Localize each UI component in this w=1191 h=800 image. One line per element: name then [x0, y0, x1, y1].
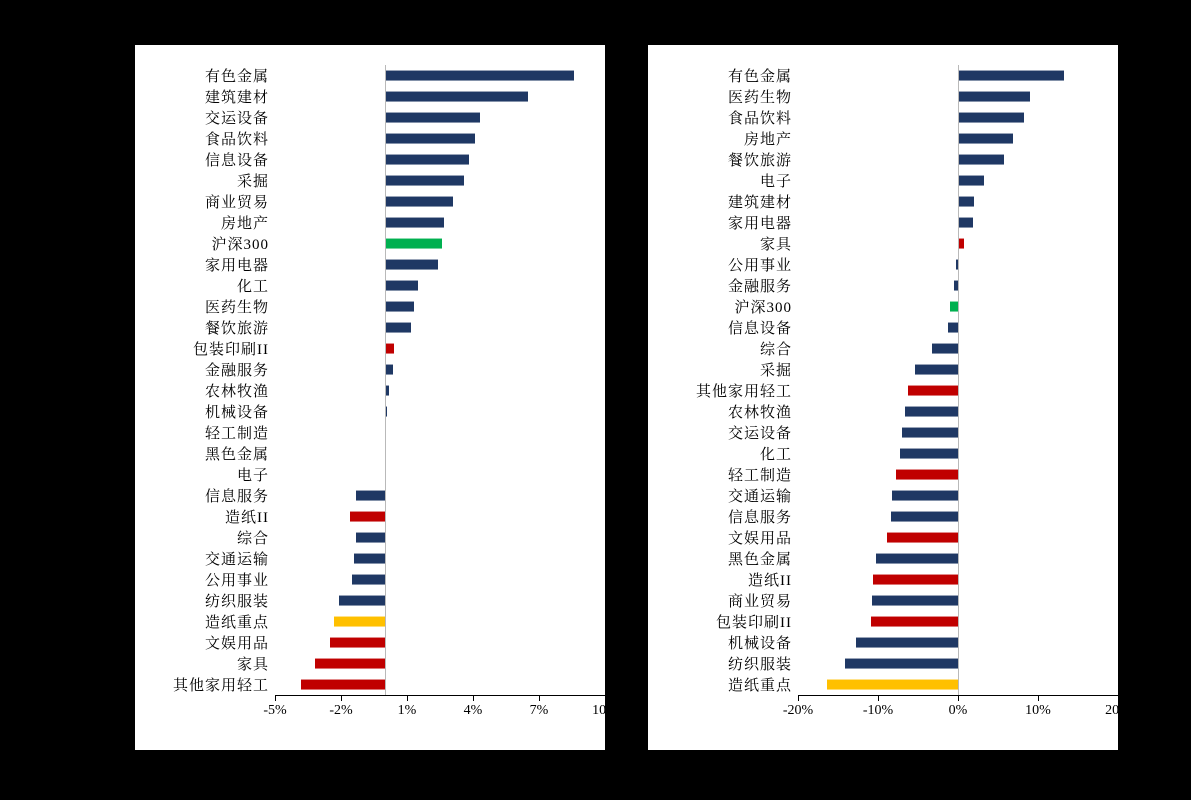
bar-track	[275, 506, 605, 527]
bar	[339, 595, 385, 606]
bar	[892, 490, 958, 501]
x-tick-label: -10%	[862, 703, 894, 718]
x-tick-label: -2%	[329, 703, 353, 718]
x-tick-label: 10%	[1025, 703, 1051, 718]
bar-track	[275, 65, 605, 86]
bar-rows	[135, 65, 605, 695]
bar-row	[135, 212, 605, 233]
category-label: 有色金属	[727, 69, 792, 85]
bar-row	[648, 443, 1118, 464]
bar	[385, 280, 418, 291]
bar	[356, 490, 385, 501]
bar-row	[135, 149, 605, 170]
bar-track	[275, 632, 605, 653]
bar-track	[275, 674, 605, 695]
x-axis	[275, 695, 605, 696]
category-label: 黑色金属	[727, 552, 792, 568]
bar	[354, 553, 385, 564]
bar-row	[648, 191, 1118, 212]
bar-track	[275, 296, 605, 317]
bar	[958, 175, 984, 186]
category-label: 交运设备	[204, 111, 269, 127]
bar	[385, 364, 393, 375]
bar-row	[648, 401, 1118, 422]
bar-track	[275, 233, 605, 254]
bar-row	[135, 611, 605, 632]
bar-row	[135, 527, 605, 548]
bar	[958, 196, 974, 207]
category-label: 交运设备	[727, 426, 792, 442]
bar-row	[648, 653, 1118, 674]
category-label: 房地产	[743, 132, 792, 148]
bar-row	[648, 590, 1118, 611]
category-label: 房地产	[220, 216, 269, 232]
bar	[871, 616, 958, 627]
bar-row	[135, 674, 605, 695]
bar-track	[275, 569, 605, 590]
x-tick-mark	[1038, 696, 1039, 701]
category-label: 信息设备	[727, 321, 792, 337]
bar-row	[135, 338, 605, 359]
bar-track	[275, 149, 605, 170]
bar	[900, 448, 958, 459]
category-label: 家具	[759, 237, 792, 253]
bar-row	[648, 359, 1118, 380]
category-label: 信息服务	[204, 489, 269, 505]
category-label: 食品饮料	[204, 132, 269, 148]
bar-row	[648, 65, 1118, 86]
left-chart	[135, 45, 618, 750]
bar-row	[648, 296, 1118, 317]
category-label: 化工	[759, 447, 792, 463]
category-label: 金融服务	[204, 363, 269, 379]
bar-track	[275, 128, 605, 149]
bar	[385, 217, 444, 228]
category-label: 家用电器	[204, 258, 269, 274]
bar	[385, 154, 469, 165]
bar	[958, 133, 1013, 144]
bar-row	[135, 590, 605, 611]
x-tick-label: 1%	[397, 703, 417, 718]
category-label: 信息服务	[727, 510, 792, 526]
bar-track	[275, 170, 605, 191]
bar-row	[135, 191, 605, 212]
bar-row	[135, 128, 605, 149]
bar	[385, 175, 464, 186]
bar-row	[135, 254, 605, 275]
category-label: 文娱用品	[204, 636, 269, 652]
bar-rows	[648, 65, 1118, 695]
bar-row	[135, 380, 605, 401]
bar	[827, 679, 958, 690]
bar-row	[648, 485, 1118, 506]
bar-track	[275, 359, 605, 380]
category-label: 建筑建材	[204, 90, 269, 106]
bar-row	[135, 275, 605, 296]
category-label: 轻工制造	[727, 468, 792, 484]
bar-row	[135, 569, 605, 590]
bar	[887, 532, 958, 543]
bar-track	[275, 443, 605, 464]
category-label: 纺织服装	[727, 657, 792, 673]
bar-track	[275, 86, 605, 107]
category-label: 造纸II	[748, 573, 792, 589]
category-label: 食品饮料	[727, 111, 792, 127]
bar	[352, 574, 385, 585]
category-label: 家用电器	[727, 216, 792, 232]
zero-axis-line	[958, 65, 959, 695]
bar-track	[275, 212, 605, 233]
bar-row	[648, 317, 1118, 338]
category-label: 医药生物	[204, 300, 269, 316]
category-label: 商业贸易	[204, 195, 269, 211]
bar-row	[135, 653, 605, 674]
bar-track	[275, 380, 605, 401]
bar-row	[135, 65, 605, 86]
bar-track	[275, 485, 605, 506]
bar-row	[135, 86, 605, 107]
x-tick-mark	[958, 696, 959, 701]
category-label: 交通运输	[727, 489, 792, 505]
bar-row	[648, 254, 1118, 275]
bar-row	[648, 632, 1118, 653]
category-label: 黑色金属	[204, 447, 269, 463]
category-label: 机械设备	[727, 636, 792, 652]
bar-track	[275, 254, 605, 275]
category-label: 化工	[236, 279, 269, 295]
bar-row	[648, 170, 1118, 191]
right-chart-panel	[648, 45, 1131, 750]
x-tick-mark	[341, 696, 342, 701]
category-label: 其他家用轻工	[695, 384, 792, 400]
bar	[385, 70, 574, 81]
bar	[845, 658, 958, 669]
bar-row	[648, 149, 1118, 170]
x-tick-label: 20%	[1105, 703, 1131, 718]
category-label: 造纸重点	[204, 615, 269, 631]
bar	[948, 322, 958, 333]
bar	[350, 511, 385, 522]
bar	[950, 301, 958, 312]
bar	[334, 616, 385, 627]
bar-track	[275, 611, 605, 632]
category-label: 交通运输	[204, 552, 269, 568]
x-tick-label: 10%	[592, 703, 618, 718]
x-tick-label: -5%	[263, 703, 287, 718]
category-label: 公用事业	[204, 573, 269, 589]
x-tick-label: -20%	[782, 703, 814, 718]
bar-row	[648, 506, 1118, 527]
bar-row	[135, 506, 605, 527]
bar-row	[135, 317, 605, 338]
x-tick-mark	[275, 696, 276, 701]
bar	[908, 385, 958, 396]
bar	[958, 70, 1064, 81]
bar-row	[648, 422, 1118, 443]
bar-row	[648, 233, 1118, 254]
x-tick-mark	[473, 696, 474, 701]
category-label: 农林牧渔	[204, 384, 269, 400]
bar	[872, 595, 958, 606]
bar	[385, 343, 394, 354]
bar-row	[648, 464, 1118, 485]
bar-row	[648, 338, 1118, 359]
category-label: 公用事业	[727, 258, 792, 274]
bar-track	[275, 275, 605, 296]
bar-track	[275, 653, 605, 674]
bar-row	[648, 212, 1118, 233]
bar-row	[648, 674, 1118, 695]
bar-row	[648, 569, 1118, 590]
bar-row	[135, 443, 605, 464]
category-label: 商业贸易	[727, 594, 792, 610]
bar	[856, 637, 958, 648]
bar-row	[135, 464, 605, 485]
bar	[301, 679, 385, 690]
bar	[385, 238, 442, 249]
bar-row	[135, 632, 605, 653]
bar	[356, 532, 385, 543]
x-tick-mark	[798, 696, 799, 701]
category-label: 包装印刷II	[716, 615, 792, 631]
category-label: 家具	[236, 657, 269, 673]
x-tick-label: 0%	[948, 703, 968, 718]
bar-row	[648, 548, 1118, 569]
bar	[891, 511, 958, 522]
category-label: 金融服务	[727, 279, 792, 295]
bar-row	[648, 86, 1118, 107]
right-chart	[648, 45, 1131, 750]
bar-track	[275, 548, 605, 569]
bar-track	[275, 401, 605, 422]
bar-row	[648, 107, 1118, 128]
bar	[958, 154, 1004, 165]
category-label: 沪深300	[734, 300, 792, 316]
bar-track	[275, 107, 605, 128]
bar	[385, 112, 480, 123]
x-tick-mark	[539, 696, 540, 701]
category-label: 信息设备	[204, 153, 269, 169]
bar-row	[135, 485, 605, 506]
category-label: 餐饮旅游	[204, 321, 269, 337]
x-tick-mark	[878, 696, 879, 701]
bar	[385, 301, 414, 312]
bar	[385, 91, 528, 102]
category-label: 文娱用品	[727, 531, 792, 547]
bar-track	[275, 527, 605, 548]
category-label: 综合	[236, 531, 269, 547]
x-tick-mark	[407, 696, 408, 701]
bar-row	[135, 296, 605, 317]
category-label: 医药生物	[727, 90, 792, 106]
bar-track	[275, 317, 605, 338]
bar-row	[648, 275, 1118, 296]
bar	[958, 217, 973, 228]
bar-row	[648, 527, 1118, 548]
bar-track	[275, 191, 605, 212]
bar	[932, 343, 958, 354]
bar	[385, 259, 438, 270]
bar	[385, 133, 475, 144]
category-label: 造纸重点	[727, 678, 792, 694]
category-label: 包装印刷II	[193, 342, 269, 358]
bar	[330, 637, 385, 648]
bar-row	[648, 380, 1118, 401]
bar-row	[135, 401, 605, 422]
category-label: 采掘	[236, 174, 269, 190]
bar-track	[275, 464, 605, 485]
zero-axis-line	[385, 65, 386, 695]
bar-row	[135, 359, 605, 380]
x-tick-mark	[1118, 696, 1119, 701]
x-tick-mark	[605, 696, 606, 701]
category-label: 电子	[236, 468, 269, 484]
category-label: 餐饮旅游	[727, 153, 792, 169]
bar	[873, 574, 958, 585]
category-label: 综合	[759, 342, 792, 358]
bar	[905, 406, 958, 417]
bar	[902, 427, 958, 438]
left-chart-panel	[135, 45, 618, 750]
category-label: 农林牧渔	[727, 405, 792, 421]
bar	[315, 658, 385, 669]
category-label: 电子	[759, 174, 792, 190]
category-label: 其他家用轻工	[172, 678, 269, 694]
category-label: 有色金属	[204, 69, 269, 85]
bar	[385, 322, 411, 333]
x-tick-label: 4%	[463, 703, 483, 718]
category-label: 造纸II	[225, 510, 269, 526]
category-label: 纺织服装	[204, 594, 269, 610]
bar	[385, 196, 453, 207]
bar	[958, 91, 1030, 102]
category-label: 机械设备	[204, 405, 269, 421]
bar-row	[135, 548, 605, 569]
bar-track	[275, 338, 605, 359]
bar-row	[135, 233, 605, 254]
category-label: 沪深300	[211, 237, 269, 253]
bar	[876, 553, 958, 564]
bar-row	[648, 611, 1118, 632]
bar-row	[135, 107, 605, 128]
bar	[915, 364, 958, 375]
bar	[896, 469, 958, 480]
bar-row	[135, 422, 605, 443]
bar-row	[648, 128, 1118, 149]
category-label: 轻工制造	[204, 426, 269, 442]
bar	[958, 112, 1024, 123]
bar-track	[275, 422, 605, 443]
category-label: 采掘	[759, 363, 792, 379]
bar-track	[275, 590, 605, 611]
category-label: 建筑建材	[727, 195, 792, 211]
x-tick-label: 7%	[529, 703, 549, 718]
bar-row	[135, 170, 605, 191]
